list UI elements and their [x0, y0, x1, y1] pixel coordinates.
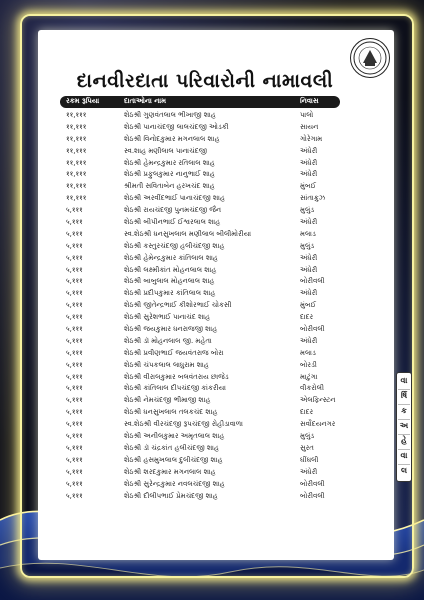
donor-amount: ५,१११ — [66, 206, 83, 215]
donor-list — [60, 110, 350, 502]
donor-amount: ५,१११ — [66, 289, 83, 298]
side-tab-letter: વા — [398, 375, 410, 390]
donor-place: અંધેરી — [300, 289, 318, 298]
donor-place: અંધેરી — [300, 146, 318, 155]
donor-name: શેઠશ્રી હેમન્દ્રકુમાર રતિલાલ શાહ — [124, 158, 215, 167]
donor-amount: ५,१११ — [66, 313, 83, 322]
donor-place: મુલુંડ — [300, 206, 315, 215]
donor-name: શેઠશ્રી પ્રવીણભાઈ જયવંતરાજ બોરા — [124, 348, 224, 357]
donor-place: સાયન — [300, 122, 319, 131]
table-row — [60, 479, 350, 491]
donor-name: શેઠશ્રી જીતેન્દ્રભાઈ કીશોરભાઈ ચોકસી — [124, 301, 232, 310]
donor-name: શેઠશ્રી શરદકુમાર મગનલાલ શાહ — [124, 467, 216, 476]
donor-place: અંધેરી — [300, 218, 318, 227]
donor-amount: ५,१११ — [66, 396, 83, 405]
page-title: દાનવીરદાતા પરિવારોની નામાવલી — [76, 70, 334, 92]
donor-amount: ५,१११ — [66, 372, 83, 381]
donor-name: શેઠશ્રી ગુણવંતલાલ ભીખાજી શાહ — [124, 111, 216, 119]
donor-place: અંધેરી — [300, 265, 318, 274]
donor-amount: ११,१११ — [66, 111, 87, 119]
table-row — [60, 348, 350, 360]
donor-place: બોરીવલી — [300, 325, 325, 334]
donor-name: શેઠશ્રી પ્રફુલકુમાર નાનુભાઈ શાહ — [124, 170, 215, 179]
donor-place: અંધેરી — [300, 336, 318, 345]
side-tab-letter: ક — [398, 405, 410, 420]
donor-name: શેઠશ્રી બાબુલાલ મોહનલાલ શાહ — [124, 277, 215, 286]
donor-amount: ११,१११ — [66, 146, 87, 155]
donor-amount: ५,१११ — [66, 455, 83, 464]
donor-place: મુલુંડ — [300, 432, 315, 441]
donor-amount: ११,१११ — [66, 158, 87, 167]
table-row — [60, 158, 350, 170]
side-tab-letter: ર્ષિ — [398, 390, 410, 405]
donor-name: સ્વ.શેઠશ્રી વીરચંદજી રૂપચંદજી રોહીડાવાળા — [124, 420, 243, 429]
donor-place: બોરીવલી — [300, 277, 325, 286]
table-row — [60, 336, 350, 348]
column-header-name: દાતાઓના નામ — [124, 97, 167, 105]
donor-place: મુલુંડ — [300, 241, 315, 250]
donor-place: બોરીવલી — [300, 491, 325, 500]
table-row — [60, 395, 350, 407]
donor-place: માટુંગા — [300, 372, 318, 381]
donor-amount: ११,१११ — [66, 170, 87, 179]
table-row — [60, 300, 350, 312]
side-tab-letter: અ — [398, 420, 410, 435]
donor-amount: ११,१११ — [66, 134, 87, 143]
donor-place: મુંબઈ — [300, 301, 316, 310]
donor-name: શેઠશ્રી સુરેશભાઈ પાનાચંદ શાહ — [124, 313, 211, 322]
donor-amount: ५,१११ — [66, 241, 83, 250]
table-row — [60, 419, 350, 431]
donor-amount: ५,१११ — [66, 301, 83, 310]
donor-amount: ५,१११ — [66, 420, 83, 429]
donor-amount: ५,१११ — [66, 348, 83, 357]
donor-place: પાલો — [300, 111, 314, 119]
donor-amount: ५,१११ — [66, 325, 83, 334]
table-row — [60, 431, 350, 443]
donor-place: મલાડ — [300, 229, 316, 238]
side-tab-letter: વા — [398, 450, 410, 465]
donor-amount: ५,१११ — [66, 491, 83, 500]
donor-name: શેઠશ્રી હસમુખલાલ દુલીચંદજી શાહ — [124, 455, 223, 464]
donor-amount: ५,१११ — [66, 443, 83, 452]
table-row — [60, 443, 350, 455]
donor-amount: ५,१११ — [66, 384, 83, 393]
donor-place: મલાડ — [300, 348, 316, 357]
donor-name: શેઠશ્રી કસ્તુરચંદજી હલીચંદજી શાહ — [124, 241, 225, 250]
table-row — [60, 134, 350, 146]
donor-name: શેઠશ્રી ધનસુખલાલ તલકચંદ શાહ — [124, 408, 218, 417]
donor-amount: ५,१११ — [66, 467, 83, 476]
donor-amount: ५,१११ — [66, 253, 83, 262]
donor-name: શેઠશ્રી પાનાચંદજી લાલચંદજી ઓડકી — [124, 122, 229, 131]
donor-name: શેઠશ્રી બીપીનભાઈ ઈશ્વરલાલ શાહ — [124, 218, 221, 227]
table-row — [60, 407, 350, 419]
donor-amount: ५,१११ — [66, 277, 83, 286]
table-row — [60, 491, 350, 503]
table-row — [60, 241, 350, 253]
donor-name: સ્વ.શાહ મણીલાલ પાનાચંદજી — [124, 146, 207, 155]
donor-name: શેઠશ્રી અનીલકુમાર અમૃતલાલ શાહ — [124, 432, 225, 441]
donor-amount: ५,१११ — [66, 229, 83, 238]
table-row — [60, 265, 350, 277]
donor-amount: ११,१११ — [66, 122, 87, 131]
column-header-amount: રકમ રૂપિયા — [66, 97, 100, 105]
donor-amount: ५,१११ — [66, 218, 83, 227]
table-row — [60, 229, 350, 241]
donor-place: સાંતાક્રુઝ — [300, 194, 326, 203]
table-header — [60, 96, 340, 108]
table-row — [60, 276, 350, 288]
donor-place: બોરીવલી — [300, 479, 325, 488]
donor-name: શેઠશ્રી રાયચંદજી પુનમચંદજી જૈન — [124, 206, 222, 215]
donor-amount: ५,१११ — [66, 408, 83, 417]
donor-amount: ५,१११ — [66, 336, 83, 345]
table-row — [60, 181, 350, 193]
donor-place: અંધેરી — [300, 253, 318, 262]
table-row — [60, 324, 350, 336]
donor-place: દાદર — [300, 313, 314, 322]
table-row — [60, 372, 350, 384]
donor-amount: ५,१११ — [66, 432, 83, 441]
table-row — [60, 253, 350, 265]
donor-place: વીકરોલી — [300, 384, 324, 393]
donor-place: દાદર — [300, 408, 314, 417]
donor-place: બોરડી — [300, 360, 317, 369]
table-row — [60, 360, 350, 372]
table-row — [60, 169, 350, 181]
column-header-place: નિવાસ — [300, 97, 319, 105]
donor-name: શેઠશ્રી અરવીંદભાઈ પાનાચંદજી શાહ — [124, 194, 225, 203]
donor-place: અંધેરી — [300, 158, 318, 167]
table-row — [60, 288, 350, 300]
table-row — [60, 455, 350, 467]
donor-amount: ५,१११ — [66, 265, 83, 274]
side-tab-annual-report — [396, 372, 412, 482]
donor-name: શેઠશ્રી સુરેન્દ્રકુમાર નવલચંદજી શાહ — [124, 479, 225, 488]
table-row — [60, 205, 350, 217]
donor-amount: ११,१११ — [66, 194, 87, 203]
donor-place: અંધેરી — [300, 467, 318, 476]
donor-name: શેઠશ્રી દીલીપભાઈ પ્રેમચંદજી શાહ — [124, 491, 218, 500]
temple-seal-icon — [350, 38, 390, 78]
table-row — [60, 193, 350, 205]
table-row — [60, 217, 350, 229]
side-tab-letter: લ — [400, 466, 408, 475]
donor-place: સુરત — [300, 443, 314, 452]
table-row — [60, 467, 350, 479]
donor-name: શેઠશ્રી જયકુમાર ધનરાજજી શાહ — [124, 325, 218, 334]
donor-name: શેઠશ્રી હેમેન્દ્રકુમાર કાંતિલાલ શાહ — [124, 253, 218, 262]
donor-name: શ્રીમતી સવિતાબેન હરખચંદ શાહ — [124, 182, 215, 191]
table-row — [60, 146, 350, 158]
donor-name: શેઠશ્રી પ્રદીપકુમાર કાંતિલાલ શાહ — [124, 289, 216, 298]
donor-name: શેઠશ્રી લક્ષ્મીકાંત મોહનલાલ શાહ — [124, 265, 217, 274]
donor-place: મુંબઈ — [300, 182, 316, 191]
donor-name: શેઠશ્રી કાંતિલાલ દીપચંદજી કાંકરીયા — [124, 384, 226, 393]
donor-place: સર્વોદયનગર — [300, 420, 336, 429]
side-tab-letter: હે — [398, 435, 410, 450]
donor-place: ઘીંઘલી — [300, 455, 319, 464]
donor-name: શેઠશ્રી ડૉ ચંદ્રકાંત હલીચંદજી શાહ — [124, 443, 219, 452]
donor-name: સ્વ.શેઠશ્રી ધનસુખલાલ મણીલાલ બીલીમોરીયા — [124, 229, 252, 238]
donor-amount: ११,१११ — [66, 182, 87, 191]
donor-place: અંધેરી — [300, 170, 318, 179]
donor-name: શેઠશ્રી વિનોદકુમાર મગનલાલ શાહ — [124, 134, 220, 143]
table-row — [60, 122, 350, 134]
donor-name: શેઠશ્રી ડૉ મોહનલાલ જી. મહેતા — [124, 336, 212, 345]
table-row — [60, 110, 350, 122]
donor-place: એલફિન્સ્ટન — [300, 396, 336, 405]
donor-name: શેઠશ્રી નેમચંદજી ભીમાજી શાહ — [124, 396, 211, 405]
table-row — [60, 312, 350, 324]
donor-place: ગોરેગામ — [300, 134, 323, 143]
donor-amount: ५,१११ — [66, 479, 83, 488]
table-row — [60, 383, 350, 395]
donor-name: શેઠશ્રી ચંપકલાલ લાધુરામ શાહ — [124, 360, 209, 369]
donor-name: શેઠશ્રી વીરાલકુમાર બલવંતરાય છાજેડ — [124, 372, 229, 381]
donor-amount: ५,१११ — [66, 360, 83, 369]
